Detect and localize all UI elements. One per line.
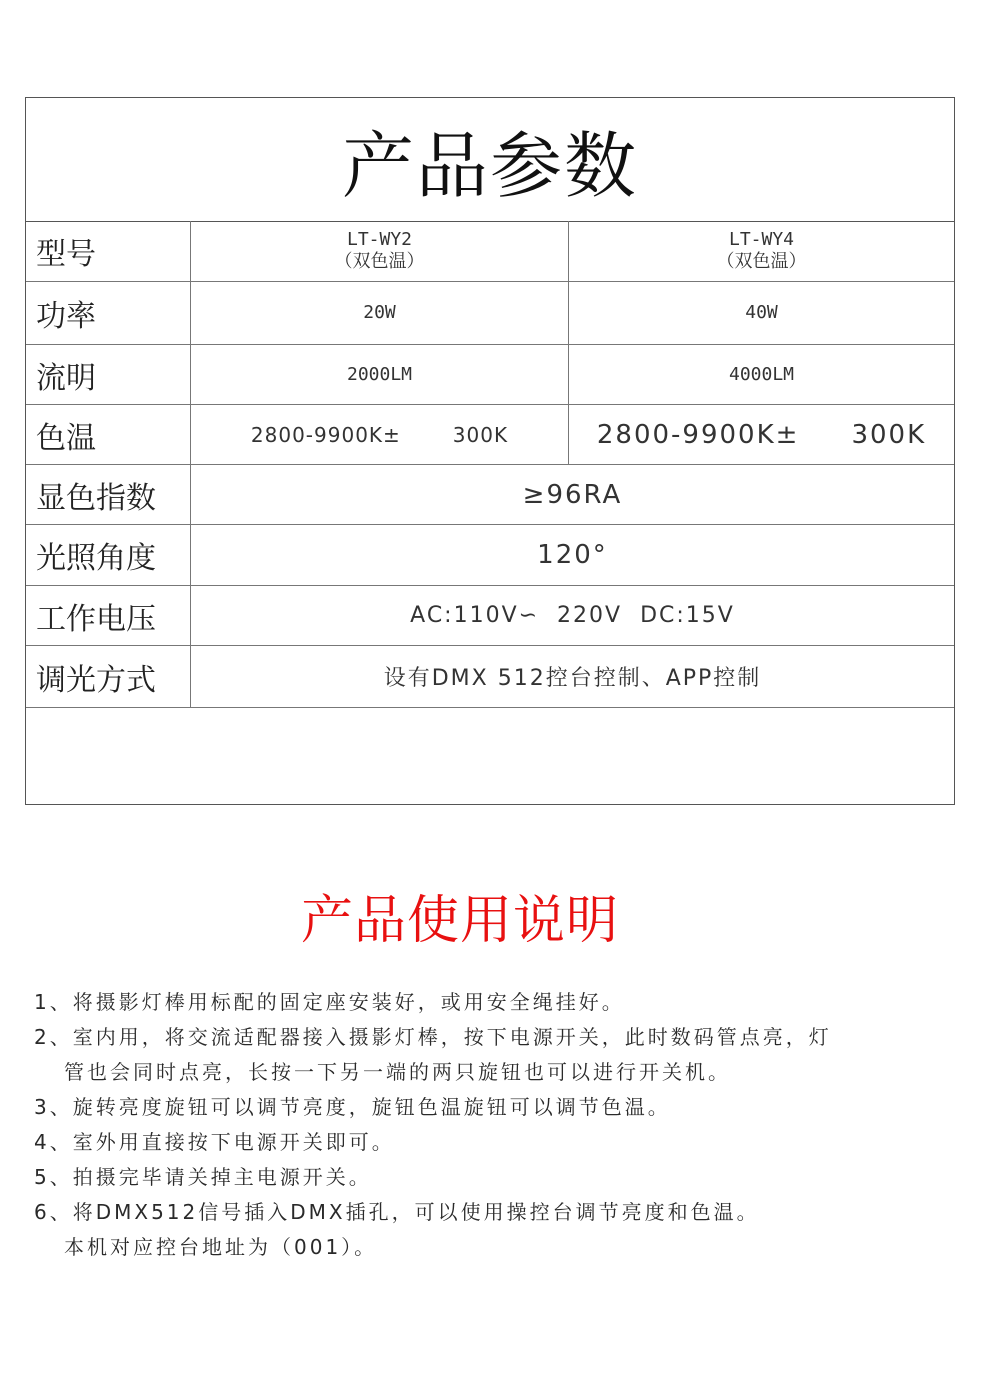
label-voltage: 工作电压 xyxy=(26,586,191,645)
model-1-type: （双色温） xyxy=(334,251,425,272)
row-beam-angle xyxy=(26,525,954,586)
row-cri xyxy=(26,465,954,525)
row-voltage xyxy=(26,586,954,646)
label-lumen: 流明 xyxy=(26,345,191,404)
spec-table-title: 产品参数 xyxy=(26,98,954,222)
model-2 xyxy=(569,221,954,281)
row-model xyxy=(26,221,954,282)
label-beam-angle: 光照角度 xyxy=(26,525,191,585)
row-power xyxy=(26,282,954,345)
color-temp-2-tolerance: 300K xyxy=(851,419,927,450)
instruction-line: 2、室内用，将交流适配器接入摄影灯棒，按下电源开关，此时数码管点亮，灯 xyxy=(34,1025,832,1049)
color-temp-2-range: 2800-9900K± xyxy=(596,419,800,450)
row-color-temp xyxy=(26,405,954,465)
model-1 xyxy=(191,221,569,281)
model-2-name: LT-WY4 xyxy=(728,229,795,250)
lumen-1: 2000LM xyxy=(191,345,569,404)
voltage-value: AC:110V∽ 220V DC:15V xyxy=(410,603,735,628)
dimming-value: 设有DMX 512控台控制、APP控制 xyxy=(383,666,762,691)
instruction-line: 6、将DMX512信号插入DMX插孔，可以使用操控台调节亮度和色温。 xyxy=(34,1200,760,1224)
color-temp-1-tolerance: 300K xyxy=(452,422,509,447)
lumen-2: 4000LM xyxy=(728,363,795,385)
label-power: 功率 xyxy=(26,282,191,344)
label-dimming: 调光方式 xyxy=(26,646,191,707)
color-temp-2 xyxy=(569,405,954,464)
model-1-name: LT-WY2 xyxy=(346,229,413,250)
color-temp-1 xyxy=(191,405,569,464)
color-temp-1-range: 2800-9900K± xyxy=(250,422,401,447)
instruction-line: 5、拍摄完毕请关掉主电源开关。 xyxy=(34,1165,372,1189)
model-2-type: （双色温） xyxy=(716,251,807,272)
beam-angle-value: 120° xyxy=(537,540,608,570)
instruction-line: 1、将摄影灯棒用标配的固定座安装好，或用安全绳挂好。 xyxy=(34,990,625,1014)
power-1: 20W xyxy=(191,282,569,344)
cri-value: ≥96RA xyxy=(522,479,623,510)
instruction-line: 本机对应控台地址为（001）。 xyxy=(64,1235,378,1259)
usage-title: 产品使用说明 xyxy=(300,891,619,951)
instruction-line: 管也会同时点亮，长按一下另一端的两只旋钮也可以进行开关机。 xyxy=(64,1060,731,1084)
power-2: 40W xyxy=(745,302,778,323)
row-dimming xyxy=(26,646,954,708)
label-color-temp: 色温 xyxy=(26,405,191,464)
instruction-line: 3、旋转亮度旋钮可以调节亮度，旋钮色温旋钮可以调节色温。 xyxy=(34,1095,671,1119)
usage-instructions xyxy=(34,985,954,1265)
label-model: 型号 xyxy=(26,221,191,281)
spec-table xyxy=(25,97,955,805)
instruction-line: 4、室外用直接按下电源开关即可。 xyxy=(34,1130,395,1154)
label-cri: 显色指数 xyxy=(26,465,191,524)
row-lumen xyxy=(26,345,954,405)
